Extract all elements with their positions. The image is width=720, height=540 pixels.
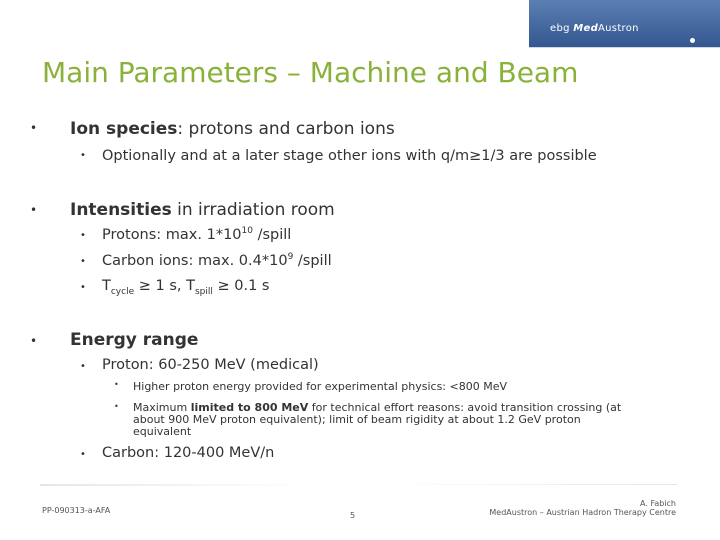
bullet-icon: • [80,230,86,241]
medaustron-logo: ebg MedAustron [550,23,639,34]
bullet-icon: • [80,282,86,293]
bullet-icon: • [30,203,38,217]
sub-bullet-other-ions: Optionally and at a later stage other ions with q/m≥1/3 are possible [102,148,597,164]
bullet-icon: • [80,256,86,267]
max-energy-line-2: about 900 MeV proton equivalent); limit of beam rigidity at about 1.2 GeV proton [133,413,581,426]
bullet-ion-species: Ion species: protons and carbon ions [70,119,395,139]
bullet-icon: • [80,361,86,372]
bullet-energy-range: Energy range [70,330,199,350]
footer-divider-right [372,484,677,485]
sub-bullet-cycle-spill-times: $T_{cycle} \ge 1$ s, $T_{spill} \ge 0.1$ s [102,278,270,297]
footer-organization: MedAustron – Austrian Hadron Therapy Centre [489,508,676,517]
bullet-icon: • [80,449,86,460]
slide-title: Main Parameters – Machine and Beam [42,56,579,89]
footer-author-block [489,499,676,517]
footer-page-number: 5 [350,511,356,520]
footer-author: A. Fabich [640,499,676,508]
bullet-icon: • [30,334,38,348]
footer-document-id: PP-090313-a-AFA [42,506,111,515]
bullet-intensities: Intensities in irradiation room [70,200,335,220]
sub-bullet-carbon-intensity: Carbon ions: max. $0.4*10^9$ /spill [102,252,332,269]
bullet-icon: • [30,121,38,135]
sub-bullet-carbon-energy: Carbon: 120-400 MeV/n [102,445,275,461]
bullet-icon: • [114,402,119,411]
sub-sub-bullet-max-energy [133,402,621,438]
max-energy-line-3: equivalent [133,425,192,438]
sub-bullet-proton-energy: Proton: 60-250 MeV (medical) [102,357,319,373]
bullet-icon: • [114,380,119,389]
sub-sub-bullet-higher-energy: Higher proton energy provided for experimental physics: <800 MeV [133,380,508,393]
logo-divider [529,47,720,48]
logo-dot-icon [690,38,695,43]
sub-bullet-protons-intensity: Protons: max. $1*10^{10}$ /spill [102,226,292,243]
footer-divider-left [40,484,308,486]
max-energy-line-1: Maximum limited to 800 MeV for technical effort reasons: avoid transition crossing (at [133,401,622,414]
bullet-icon: • [80,150,86,161]
